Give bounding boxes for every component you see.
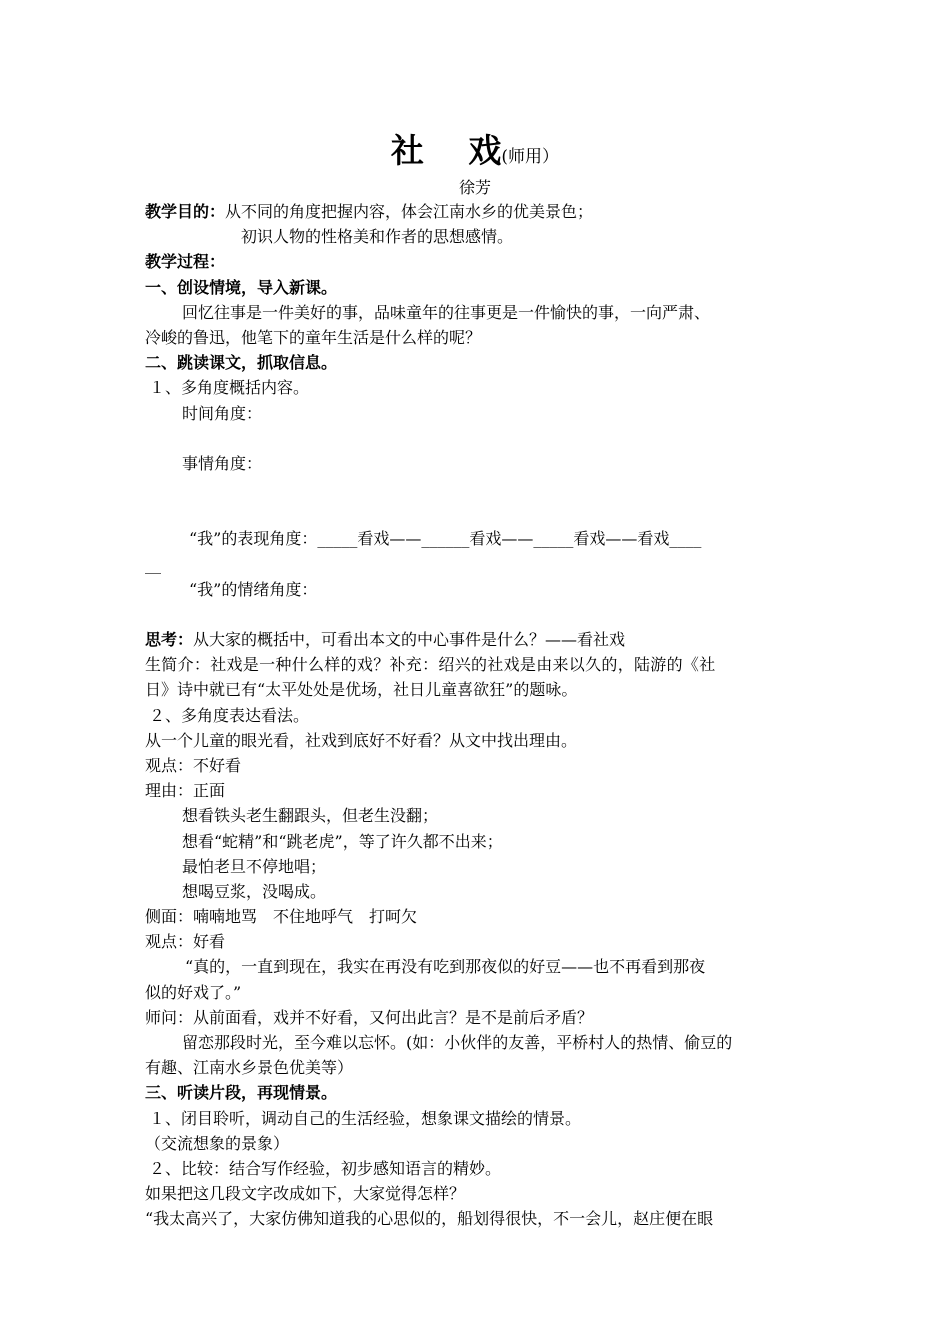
paragraph-line: 观点：好看 bbox=[145, 932, 226, 952]
paragraph-line: 如果把这几段文字改成如下，大家觉得怎样？ bbox=[145, 1184, 466, 1204]
paragraph-line: 侧面：喃喃地骂 不住地呼气 打呵欠 bbox=[145, 907, 418, 927]
goal-label: 教学目的： bbox=[145, 202, 226, 221]
behavior-angle-wrap: __ bbox=[145, 554, 161, 574]
section-1-heading: 一、创设情境，导入新课。 bbox=[145, 277, 338, 297]
subsection-heading: １、多角度概括内容。 bbox=[149, 378, 310, 398]
paragraph-line: 生简介：社戏是一种什么样的戏？补充：绍兴的社戏是由来以久的，陆游的《社 bbox=[145, 655, 716, 675]
goal-text-1: 从不同的角度把握内容，体会江南水乡的优美景色； bbox=[225, 202, 594, 221]
paragraph-line: 最怕老旦不停地唱； bbox=[182, 856, 327, 876]
paragraph-line: “我太高兴了，大家仿佛知道我的心思似的，船划得很快，不一会儿，赵庄便在眼 bbox=[145, 1209, 714, 1229]
paragraph-line: 有趣、江南水乡景色优美等） bbox=[145, 1058, 354, 1078]
teaching-goal-line bbox=[145, 199, 815, 224]
author-name: 徐芳 bbox=[458, 178, 491, 197]
paragraph-line: 想喝豆浆，没喝成。 bbox=[182, 881, 327, 901]
think-text: 从大家的概括中，可看出本文的中心事件是什么？——看社戏 bbox=[193, 630, 626, 649]
paragraph-line: ２、比较：结合写作经验，初步感知语言的精妙。 bbox=[149, 1158, 502, 1178]
paragraph-line: 从一个儿童的眼光看，社戏到底好不好看？从文中找出理由。 bbox=[145, 730, 578, 750]
process-heading: 教学过程： bbox=[145, 252, 226, 272]
title-main: 社 戏 bbox=[390, 131, 502, 170]
think-line bbox=[145, 627, 815, 652]
quote-line: 似的好戏了。” bbox=[145, 982, 242, 1002]
paragraph-line: １、闭目聆听，调动自己的生活经验，想象课文描绘的情景。 bbox=[149, 1108, 582, 1128]
goal-text-2: 初识人物的性格美和作者的思想感情。 bbox=[241, 227, 514, 247]
paragraph-line: 想看“蛇精”和“跳老虎”，等了许久都不出来； bbox=[182, 831, 503, 851]
quote-line: “真的，一直到现在，我实在再没有吃到那夜似的好豆——也不再看到那夜 bbox=[185, 957, 706, 977]
paragraph-line: 理由：正面 bbox=[145, 781, 226, 801]
section-3-heading: 三、听读片段，再现情景。 bbox=[145, 1083, 338, 1103]
title-note: (师用） bbox=[501, 147, 560, 167]
paragraph-line: 冷峻的鲁迅，他笔下的童年生活是什么样的呢？ bbox=[145, 327, 482, 347]
paragraph-line: （交流想象的景象） bbox=[145, 1133, 290, 1153]
paragraph-line: 回忆往事是一件美好的事，品味童年的往事更是一件愉快的事，一向严肃、 bbox=[182, 302, 711, 322]
think-label: 思考： bbox=[145, 630, 194, 649]
paragraph-line: 师问：从前面看，戏并不好看，又何出此言？是不是前后矛盾？ bbox=[145, 1007, 594, 1027]
emotion-angle-label: “我”的情绪角度： bbox=[189, 579, 318, 599]
paragraph-line: 日》诗中就已有“太平处处是优场，社日儿童喜欲狂”的题咏。 bbox=[145, 680, 578, 700]
document-title bbox=[0, 128, 950, 180]
event-angle-label: 事情角度： bbox=[182, 453, 263, 473]
document-body bbox=[145, 199, 815, 1232]
behavior-angle-line: “我”的表现角度：_____看戏——______看戏——_____看戏——看戏____ bbox=[189, 529, 702, 549]
subsection-heading: ２、多角度表达看法。 bbox=[149, 705, 310, 725]
paragraph-line: 观点：不好看 bbox=[145, 755, 242, 775]
section-2-heading: 二、跳读课文，抓取信息。 bbox=[145, 353, 338, 373]
time-angle-label: 时间角度： bbox=[182, 403, 263, 423]
paragraph-line: 留恋那段时光，至今难以忘怀。(如：小伙伴的友善，平桥村人的热情、偷豆的 bbox=[182, 1033, 733, 1052]
paragraph-line: 想看铁头老生翻跟头，但老生没翻； bbox=[182, 806, 439, 826]
